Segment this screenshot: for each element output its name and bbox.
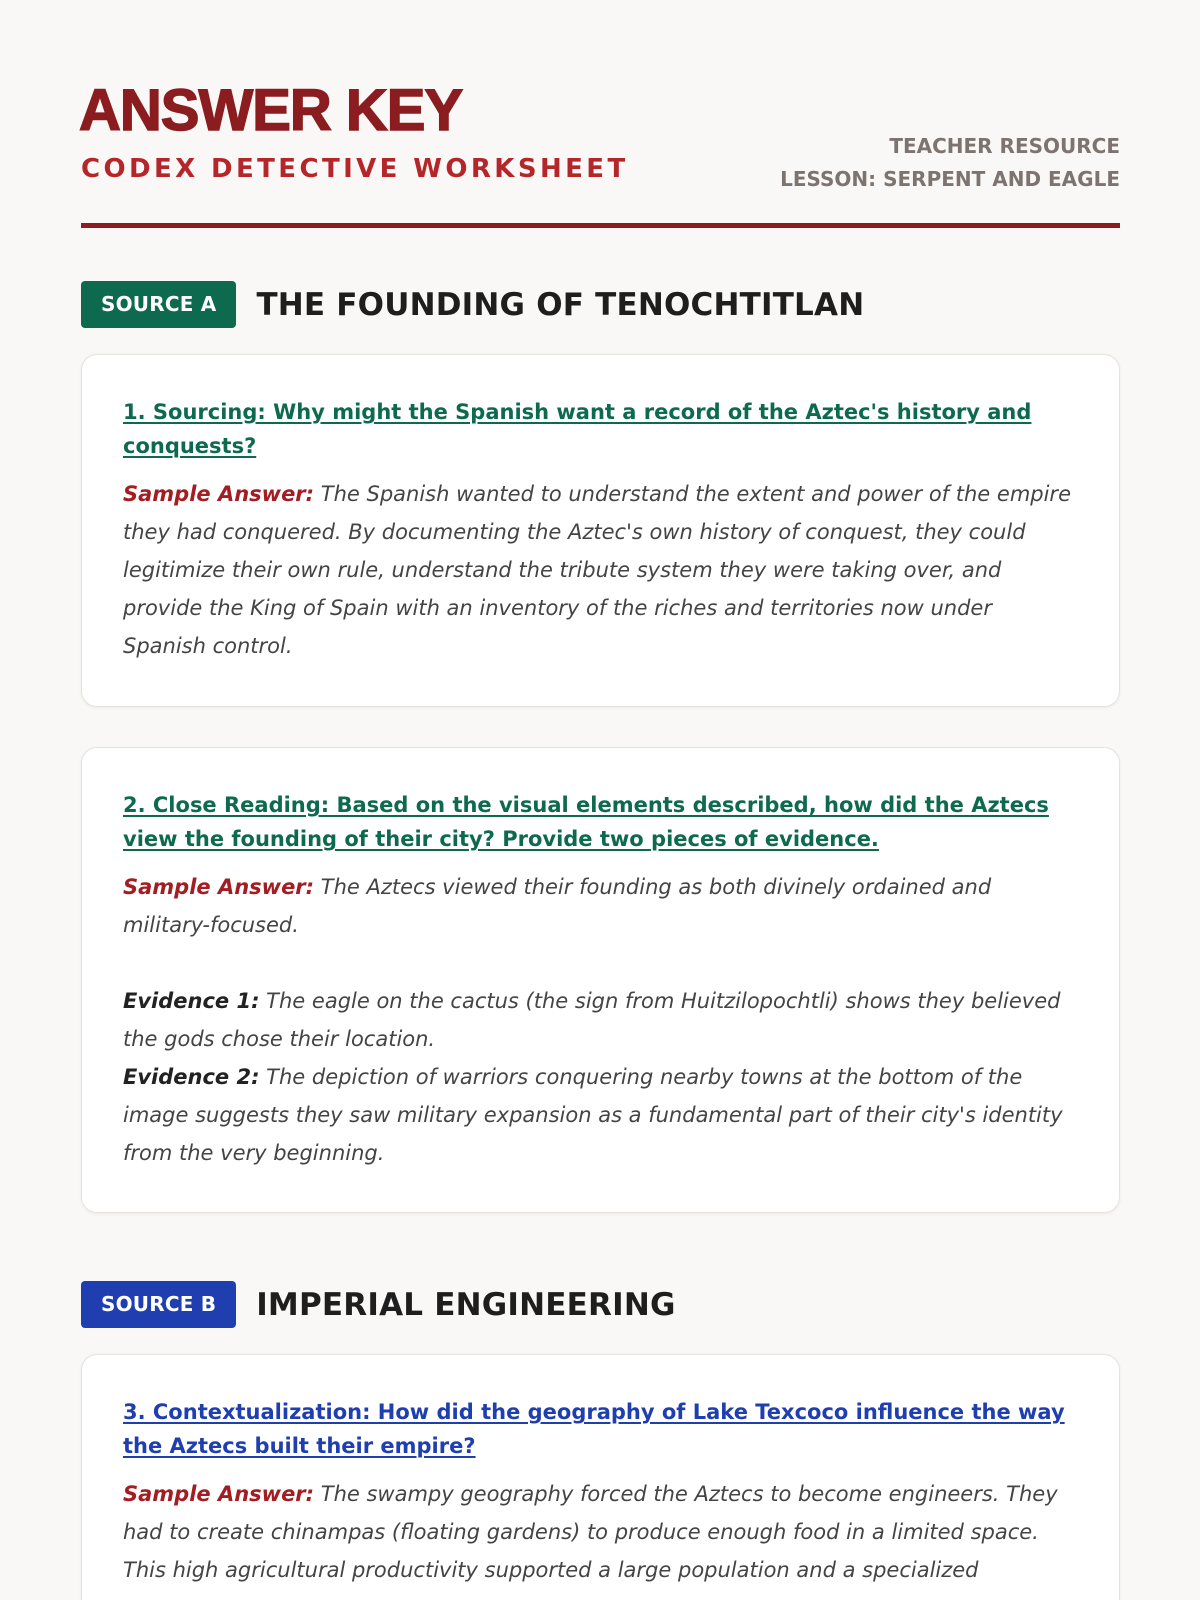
- question-card: [81, 747, 1120, 1213]
- section-header-source-b: [81, 1281, 676, 1328]
- section-title: IMPERIAL ENGINEERING: [256, 1286, 676, 1323]
- evidence-text: The eagle on the cactus (the sign from Huitzilopochtli) shows they believed the gods chose their location.: [123, 989, 1061, 1051]
- evidence-label: Evidence 2:: [123, 1065, 260, 1089]
- sample-answer: [123, 868, 1079, 1172]
- sample-answer: [123, 475, 1079, 665]
- page-subtitle: CODEX DETECTIVE WORKSHEET: [81, 154, 629, 184]
- meta-lesson: LESSON: SERPENT AND EAGLE: [780, 167, 1120, 191]
- question-card: [81, 1354, 1120, 1600]
- evidence-item: [123, 982, 1079, 1058]
- question-text: 3. Contextualization: How did the geography of Lake Texcoco influence the way the Aztecs built their empire?: [123, 1400, 1065, 1458]
- sample-answer-text: The Spanish wanted to understand the extent and power of the empire they had conquered. By documenting the Aztec's own history of conquest, they could legitimize their own rule, understand the tribute system they were taking over, and provide the King of Spain with an inventory of the riches and territories now under Spanish control.: [123, 482, 1071, 658]
- source-badge: SOURCE B: [81, 1281, 236, 1328]
- source-badge: SOURCE A: [81, 281, 236, 328]
- evidence-text: The depiction of warriors conquering nearby towns at the bottom of the image suggests they saw military expansion as a fundamental part of their city's identity from the very beginning.: [123, 1065, 1063, 1165]
- sample-answer: [123, 1475, 1079, 1589]
- sample-answer-text: The Aztecs viewed their founding as both divinely ordained and military-focused.: [123, 875, 992, 937]
- worksheet-page: [79, 0, 1120, 1582]
- evidence-label: Evidence 1:: [123, 989, 260, 1013]
- sample-answer-label: Sample Answer:: [123, 875, 315, 899]
- page-title: ANSWER KEY: [79, 78, 463, 143]
- question-text: 1. Sourcing: Why might the Spanish want a record of the Aztec's history and conquests?: [123, 400, 1032, 458]
- section-header-source-a: [81, 281, 864, 328]
- question-card: [81, 354, 1120, 707]
- section-title: THE FOUNDING OF TENOCHTITLAN: [256, 286, 865, 323]
- sample-answer-text: The swampy geography forced the Aztecs to become engineers. They had to create chinampas (floating gardens) to produce enough food in a limited space. This high agricultural productivity supported a large population and a specialized: [123, 1482, 1058, 1582]
- sample-answer-label: Sample Answer:: [123, 1482, 315, 1506]
- meta-resource-type: TEACHER RESOURCE: [889, 134, 1120, 158]
- sample-answer-label: Sample Answer:: [123, 482, 315, 506]
- header-meta: [780, 130, 1120, 196]
- question-text: 2. Close Reading: Based on the visual elements described, how did the Aztecs view the founding of their city? Provide two pieces of evidence.: [123, 793, 1049, 851]
- evidence-item: [123, 1058, 1079, 1172]
- page-header: [81, 0, 1120, 228]
